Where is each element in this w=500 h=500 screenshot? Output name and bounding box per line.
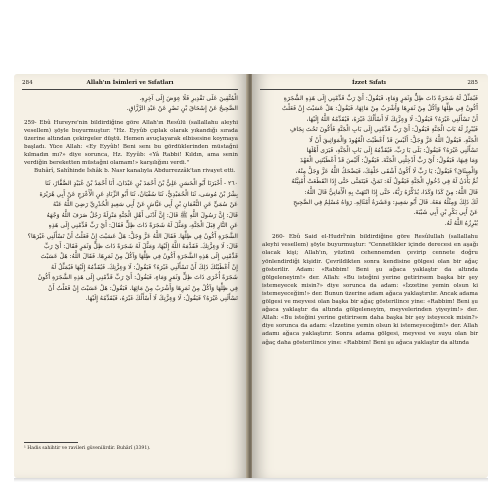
arabic-line: الْمُتَّقِينَ عَلَى تَقْدِيرِ فَلَا عِوَضَ إِلَى آخِرِهِ. [139,95,238,102]
arabic-line: عَنْ أَبِي بَكْرِ بْنِ أَبِي شَيْبَةَ. [413,209,478,217]
footnote-rule [24,442,78,443]
arabic-line: الصَّحِيحُ عَنْ إِسْحَاقَ بْنِ نَصْرٍ عَنْ عَبْدِ الرَّزَّاقِ. [126,105,238,113]
arabic-line: ثُمَّ يَأْذَنُ لَهُ فِي دُخُولِ الْجَنَّةِ فَيَقُولُ لَهُ: تَمَنَّ، فَيَتَمَنَّى حَتَّى إِذَا انْقَطَعَتْ أُمْنِيَّتُهُ [291,178,478,186]
book-spread [14,74,488,478]
arabic-line: الشَّجَرَةِ أَكُونُ فِي ظِلِّهَا. فَقَالَ اللَّهُ عَزَّ وَجَلَّ: هَلْ عَسَيْتَ إِنْ فَعَلْتُ أَنْ تَسْأَلَنِي غَيْرَهَا؟ [27,232,238,240]
book-shadow [14,478,488,482]
arabic-line: لَكَ ذَلِكَ وَمِثْلُهُ مَعَهُ. قَالَ أَبُو سَعِيدٍ: وَعَشَرَةُ أَمْثَالِهِ. رَوَاهُ مُسْلِمٌ فِي الصَّحِيحِ [293,199,478,207]
right-page-number: 285 [467,80,478,86]
left-header-rule [22,89,238,90]
arabic-line: أَنْ تَسْأَلَنِي غَيْرَهُ؟ فَيَقُولُ: لَا وَعِزَّتِكَ لَا أَسْأَلُكَ غَيْرَهُ، فَيُقَدِّمُهُ اللَّهُ إِلَيْهَا، [306,115,478,123]
arabic-line: يُبْرِزُهُ اللَّهُ لَهُ. [444,219,478,227]
left-running-title: Allah'ın İsimleri ve Sıfatları [86,80,174,86]
arabic-line: قَالَ: لَا وَعِزَّتِكَ. فَقَدَّمَهُ اللَّهُ إِلَيْهَا، وَمَثَّلَ لَهُ شَجَرَةً ذَاتَ ظِلٍّ وَثَمَرٍ فَقَالَ: أَيْ رَبِّ [43,242,238,250]
footnote: ¹ Hadis sahihtir ve ravileri güvenilirdir. Buhârî (3391). [24,446,151,451]
left-arabic-top [24,94,238,115]
arabic-line: عَنِ النَّارِ قِبَلَ الْجَنَّةِ، وَمَثَّلَ لَهُ شَجَرَةً ذَاتَ ظِلٍّ فَقَالَ: أَيْ رَبِّ قَدِّمْنِي إِلَى هَذِهِ [48,222,238,230]
arabic-line: قَالَ: إِنَّ رَسُولَ اللَّهِ ﷺ قَالَ: إِنَّ أَدْنَى أَهْلِ الْجَنَّةِ مَنْزِلَةً رَجُلٌ صَرَفَ اللَّهُ وَجْهَهُ [46,211,238,219]
left-arabic-bottom [24,179,238,304]
arabic-line: عَنْ سُمَيٍّ عَنِ النُّعْمَانِ بْنِ أَبِي عَيَّاشٍ عَنْ أَبِي سَعِيدٍ الْخُدْرِيِّ رَضِيَ اللَّهُ عَنْهُ [53,201,238,209]
arabic-line: فَيُمَثِّلُ لَهُ شَجَرَةً ذَاتَ ظِلٍّ وَثَمَرٍ وَمَاءٍ، فَيَقُولُ: أَيْ رَبِّ قَدِّمْنِي إِلَى هَذِهِ الشَّجَرَةِ [283,95,478,102]
right-page-body [262,94,478,347]
arabic-line: وَمَا فِيهَا، فَيَقُولُ: أَيْ رَبِّ أَدْخِلْنِي الْجَنَّةَ. فَيَقُولُ: أَلَيْسَ قَدْ أَعْطَيْتَنِي الْعَهْدَ [300,157,478,165]
arabic-line: إِنْ أَعْطَيْتُكَ ذَلِكَ أَنْ تَسْأَلَنِي غَيْرَهُ؟ فَيَقُولُ: لَا وَعِزَّتِكَ. فَيُقَدِّمُهُ إِلَيْهَا فَيُمَثِّلُ لَهُ [51,263,238,271]
left-page-number: 284 [22,80,33,86]
arabic-line: تَسْأَلَنِي غَيْرَهُ؟ فَيَقُولُ: بَلَى يَا رَبِّ، فَيُقَدِّمُهُ إِلَى بَابِ الْجَنَّةِ، فَيَرَى أَهْلَهَا [306,147,478,155]
right-running-title: İzzet Sıfatı [352,80,386,86]
arabic-line: تَسْأَلَنِي غَيْرَهُ؟ فَيَقُولُ: لَا وَعِزَّتِكَ لَا أَسْأَلُكَ غَيْرَهُ، فَيُقَدِّمُهُ إِلَيْهَا. [85,294,238,302]
arabic-line: فَيُبْرِزُ لَهُ بَابَ الْجَنَّةِ فَيَقُولُ: أَيْ رَبِّ قَدِّمْنِي إِلَى بَابِ الْجَنَّةِ فَأَكُونَ تَحْتَ نِجَافِ [289,126,478,134]
arabic-line: بِشْرُ بْنُ مُوسَى، ثَنَا الْحُمَيْدِيُّ، ثَنَا سُفْيَانُ، ثَنَا أَبُو الزِّنَادِ عَنِ الْأَعْرَجِ عَنْ أَبِي هُرَيْرَةَ [39,190,238,198]
right-header-rule [260,89,478,90]
left-page [14,74,248,478]
arabic-line: قَالَ اللَّهُ: مِنْ كَذَا وَكَذَا، يُذَكِّرُهُ رَبُّهُ، حَتَّى إِذَا انْتَهَتْ بِهِ الْأَمَانِيُّ قَالَ اللَّهُ: [304,188,478,196]
right-page [252,74,488,478]
arabic-line: أَكُونُ فِي ظِلِّهَا وَآكُلُ مِنْ ثَمَرِهَا وَأَشْرَبُ مِنْ مَائِهَا، فَيَقُولُ: هَلْ عَسَيْتَ إِنْ فَعَلْتُ [282,105,478,113]
hadith-260-paragraph: 260- Ebû Said el-Hudrî'nin bildirdiğine göre Resûlullah (sallallahu aleyhi vesellem) şöyle buyurmuştur: "Cennetlikler içinde derecesi en aşağı olacak kişi; Allah'ın, yüzünü cehennemden çevirip cennete doğru yönlendirdiği kişidir. Çevrildikten sonra kendisine gölgesi olan bir ağaç gösterilir. Adam: «Rabbim! Beni şu ağaca yaklaştır da altında gölgeleneyim!» der. Allah: «Bu isteğini yerine getirirsem başka bir şey istemeyecek misin?» diye sorunca da adam: «İzzetine yemin olsun ki istemeyeceğim!» der. Bunun üzerine adam ağaca yaklaştırılır. Ancak adama gölgesi ve meyvesi olan başka bir ağaç gösterilince yine: «Rabbim! Beni şu ağaca yaklaştır da altında gölgeleneyim, meyvelerinden yiyeyim!» der. Allah: «Bu isteğini yerine getirirsem daha başka bir şey isteyecek misin?» diye sorunca da adam: «İzzetine yemin olsun ki istemeyeceğim!» der. Allah adamı ağaca yaklaştırır. Sonra adama gölgesi, meyvesi ve suyu olan bir ağaç daha gösterilince yine: «Rabbim! Beni şu ağaca yaklaştır da altında [262,234,478,346]
hadith-259-paragraph: 259- Ebû Hureyre'nin bildirdiğine göre Allah'ın Resûlü (sallallahu aleyhi vesellem) şöyle buyurmuştur: "Hz. Eyyûb çıplak olarak yıkandığı sırada üzerine altından çekirgeler düştü. Hemen avuçlayarak elbisesine koymaya başladı. Yüce Allah: «Ey Eyyûb! Beni senı bu gördüklerinden müstağni kılmadın mı?» diye sorunca, Hz. Eyyûb: «Yâ Rabbi! Kıldın, ama senin verdiğin bereketten müstağni olamam!» karşılığını verdi." [24,119,238,167]
arabic-line: قَدِّمْنِي إِلَى هَذِهِ الشَّجَرَةِ أَكُونُ فِي ظِلِّهَا وَآكُلُ مِنْ ثَمَرِهَا. فَقَالَ اللَّهُ: هَلْ عَسَيْتَ [40,253,238,261]
arabic-line: شَجَرَةً أُخْرَى ذَاتَ ظِلٍّ وَثَمَرٍ وَمَاءٍ، فَيَقُولُ: أَيْ رَبِّ قَدِّمْنِي إِلَى هَذِهِ الشَّجَرَةِ أَكُونُ [37,274,238,282]
left-turkish-text [24,119,238,176]
right-turkish-text [262,233,478,346]
source-note-paragraph: Buhârî, Sahîhinde İshâk b. Nasr kanalıyla Abdurrezzâk'tan rivayet etti. [34,168,236,175]
arabic-line: ٢٦٠ - أَخْبَرَنَا أَبُو الْحَسَنِ عَلِيُّ بْنُ أَحْمَدَ بْنِ عَبْدَانَ، أَنَا أَحْمَدُ بْنُ عُبَيْدٍ الصَّفَّارُ، ثَنَا [45,180,238,188]
arabic-line: فِي ظِلِّهَا وَآكُلُ مِنْ ثَمَرِهَا وَأَشْرَبُ مِنْ مَائِهَا. فَيَقُولُ: هَلْ عَسَيْتَ إِنْ فَعَلْتُ أَنْ [48,284,238,292]
right-arabic-top [262,94,478,229]
arabic-line: وَالْمِيثَاقَ؟ فَيَقُولُ: يَا رَبِّ لَا أَكُونُ أَشْقَى خَلْقِكَ، فَيَضْحَكُ اللَّهُ عَزَّ وَجَلَّ مِنْهُ، [295,167,478,175]
left-page-body [24,94,238,304]
arabic-line: الْجَنَّةِ. فَيَقُولُ اللَّهُ عَزَّ وَجَلَّ: أَلَيْسَ قَدْ أَعْطَيْتَ الْعُهُودَ وَالْمَوَاثِيقَ أَنْ لَا [309,136,478,144]
